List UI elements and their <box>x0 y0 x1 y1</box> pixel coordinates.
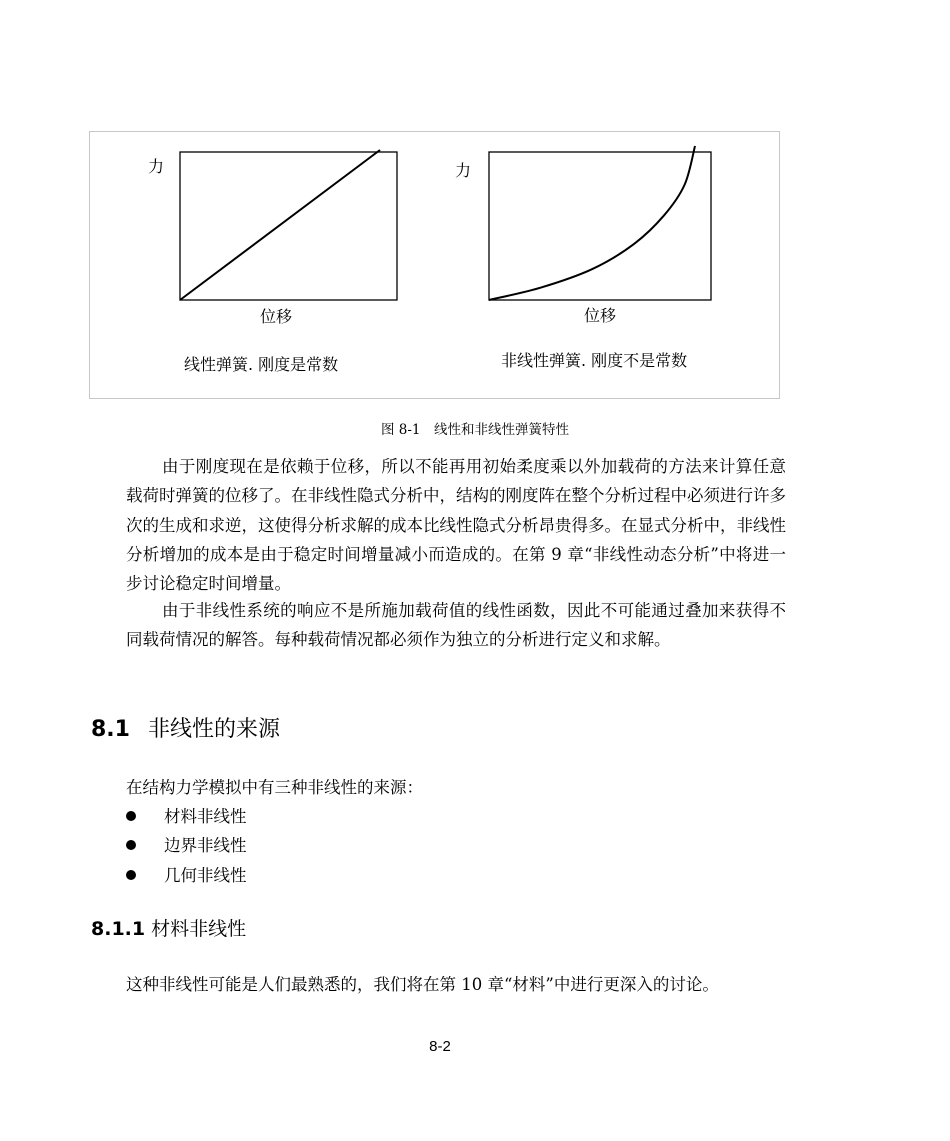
list-item: 边界非线性 <box>126 831 247 860</box>
section-number: 8.1 <box>91 717 130 742</box>
subsection-number: 8.1.1 <box>91 918 146 940</box>
section-title: 非线性的来源 <box>147 717 280 742</box>
left-chart-x-label: 位移 <box>260 307 293 326</box>
list-item: 材料非线性 <box>126 802 247 831</box>
bullet-icon <box>126 811 136 821</box>
figure-frame <box>89 131 780 399</box>
section-intro: 在结构力学模拟中有三种非线性的来源： <box>126 778 423 797</box>
subsection-heading <box>91 914 246 944</box>
figure-caption: 图 8-1 线性和非线性弹簧特性 <box>380 422 570 438</box>
bullet-icon <box>126 870 136 880</box>
right-chart-description: 非线性弹簧. 刚度不是常数 <box>501 351 688 370</box>
section-heading <box>91 713 280 747</box>
right-chart-frame <box>489 152 711 300</box>
subsection-text: 这种非线性可能是人们最熟悉的，我们将在第 10 章“材料”中进行更深入的讨论。 <box>126 975 719 994</box>
left-chart-line <box>180 150 380 300</box>
right-chart-line <box>489 146 695 300</box>
body-paragraph-1: 由于刚度现在是依赖于位移，所以不能再用初始柔度乘以外加载荷的方法来计算任意载荷时弹簧的位移了。在非线性隐式分析中，结构的刚度阵在整个分析过程中必须进行许多次的生成和求逆，这使得分析求解的成本比线性隐式分析昂贵得多。在显式分析中，非线性分析增加的成本是由于稳定时间增量减小而造成的。在第 9 章“非线性动态分析”中将进一步讨论稳定时间增量。 <box>126 457 786 594</box>
body-paragraph-2: 由于非线性系统的响应不是所施加载荷值的线性函数，因此不可能通过叠加来获得不同载荷情况的解答。每种载荷情况都必须作为独立的分析进行定义和求解。 <box>126 601 786 650</box>
subsection-title: 材料非线性 <box>151 918 247 940</box>
figure-svg <box>90 132 781 400</box>
list-item: 几何非线性 <box>126 861 247 890</box>
left-chart-y-label: 力 <box>148 157 165 176</box>
left-chart <box>148 150 397 374</box>
page-number: 8-2 <box>429 1038 451 1055</box>
left-chart-frame <box>180 152 397 300</box>
right-chart-y-label: 力 <box>455 161 472 180</box>
left-chart-description: 线性弹簧. 刚度是常数 <box>184 355 339 374</box>
right-chart <box>455 146 711 370</box>
right-chart-x-label: 位移 <box>584 306 617 325</box>
bullet-icon <box>126 840 136 850</box>
nonlinearity-list <box>126 802 247 890</box>
